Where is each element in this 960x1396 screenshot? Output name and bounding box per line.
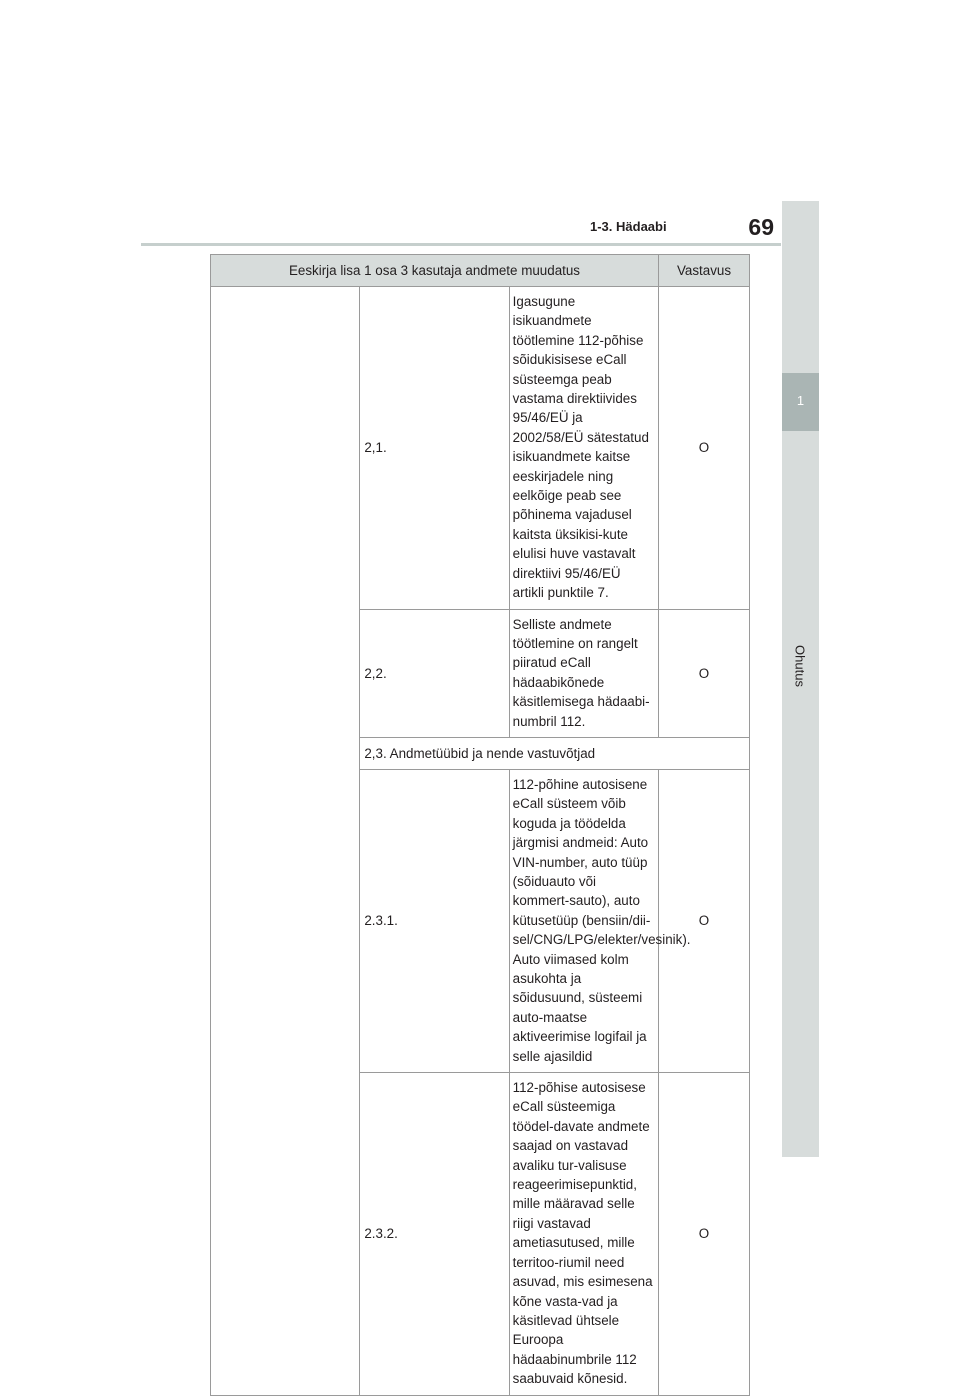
row-number: 2.3.1. [360, 769, 509, 1072]
row-text: Selliste andmete töötlemine on rangelt piiratud eCall hädaabikõnede käsitlemisega hädaabi-numbril 112. [509, 609, 658, 737]
indent-column [211, 287, 360, 1396]
row-number: 2,1. [360, 287, 509, 610]
row-text: 112-põhise autosisese eCall süsteemiga töödel-davate andmete saajad on vastavad avaliku tur-valisuse reageerimisepunktid, mille määravad selle riigi vastavad ametiasutused, mille territoo-riumil need asuvad, mis esimesena kõne vasta-vad ja käsitlevad ühtsele Euroopa hädaabinumbrile 112 saabuvaid kõnesid. [509, 1073, 658, 1396]
header-rule [141, 243, 781, 246]
table-header-row [211, 255, 750, 287]
chapter-label: Ohutus [792, 645, 808, 687]
page-number: 69 [748, 214, 774, 240]
row-number: 2,2. [360, 609, 509, 737]
row-text: 112-põhine autosisene eCall süsteem võib koguda ja töödelda järgmisi andmeid: Auto VIN-number, auto tüüp (sõiduauto või kommert-sauto), auto kütusetüüp (bensiin/dii-sel/CNG/LPG/elekter/vesinik). Auto viimased kolm asukohta ja sõidusuund, süsteemi auto-maatse aktiveerimise logifail ja selle ajasildid [509, 769, 658, 1072]
header-description: Eeskirja lisa 1 osa 3 kasutaja andmete muudatus [211, 255, 659, 287]
row-compliance: O [659, 609, 750, 737]
table-row [211, 287, 750, 610]
row-compliance: O [659, 1073, 750, 1396]
requirements-table [210, 254, 750, 1396]
row-span-heading: 2,3. Andmetüübid ja nende vastuvõtjad [360, 737, 750, 769]
header-compliance: Vastavus [659, 255, 750, 287]
row-compliance: O [659, 769, 750, 1072]
chapter-number: 1 [796, 393, 805, 408]
row-text: Igasugune isikuandmete töötlemine 112-põhise sõidukisisese eCall süsteemga peab vastama direktiivides 95/46/EÜ ja 2002/58/EÜ sätestatud isikuandmete kaitse eeskirjadele ning eelkõige peab see põhinema vajadusel kaitsta üksikisi-kute elulisi huve vastavalt direktiivi 95/46/EÜ artikli punktile 7. [509, 287, 658, 610]
row-compliance: O [659, 287, 750, 610]
row-number: 2.3.2. [360, 1073, 509, 1396]
chapter-side-tab [782, 201, 819, 1157]
section-title: 1-3. Hädaabi [590, 219, 667, 234]
